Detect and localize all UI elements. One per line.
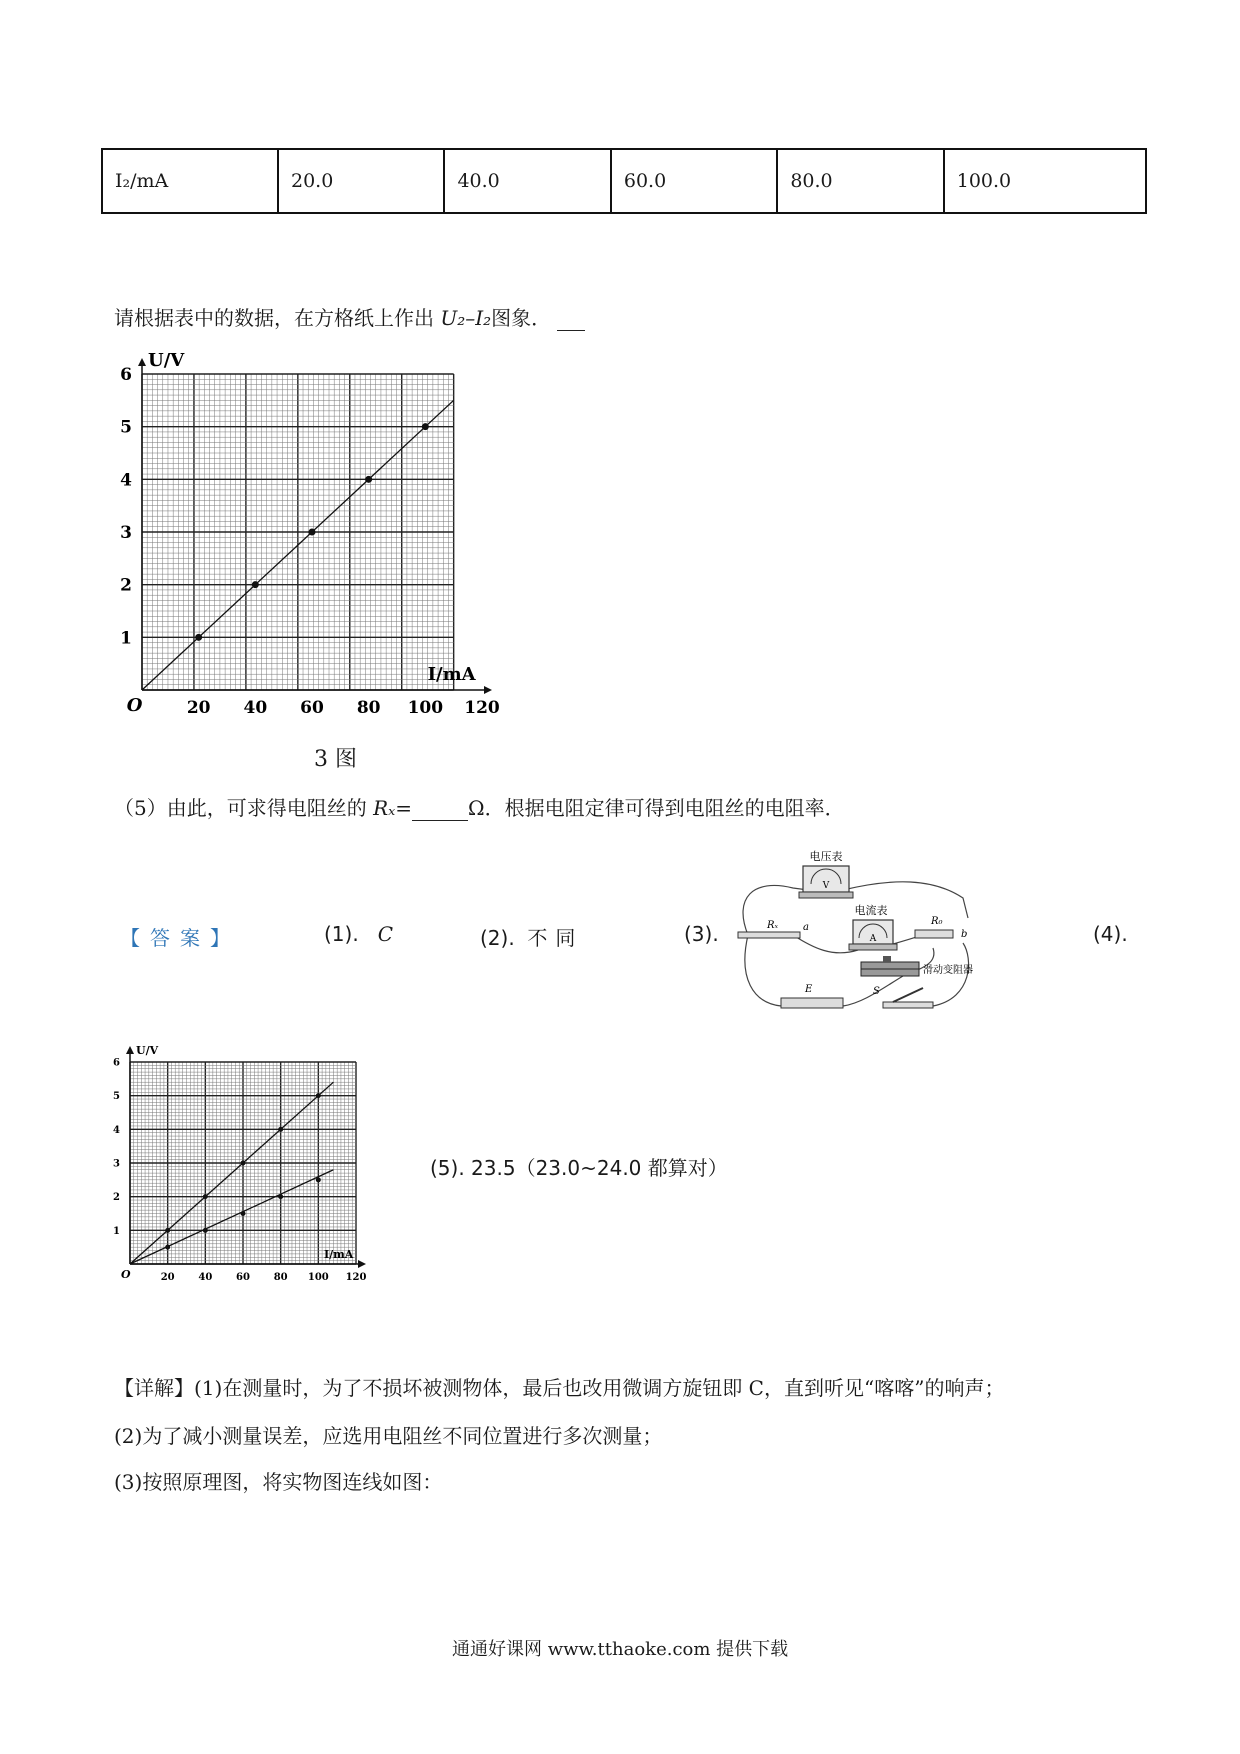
data-point [203, 1228, 208, 1233]
question-5-prefix: （5）由此，可求得电阻丝的 [114, 796, 374, 820]
x-tick-label: 20 [186, 698, 211, 718]
detail-line-1: 【详解】(1)在测量时，为了不损坏被测物体，最后也改用微调方旋钮即 C，直到听见“喀喀”的响声； [114, 1376, 1005, 1400]
battery-label: E [805, 984, 813, 995]
answer-blank [557, 306, 585, 331]
ammeter-label: 电流表 [854, 904, 888, 917]
r0-label: R₀ [931, 916, 943, 927]
x-axis-label: I/mA [427, 663, 476, 685]
table-cell: 60.0 [611, 149, 777, 213]
node-a-label: a [803, 922, 809, 933]
answer-label: 【答案】 [120, 926, 240, 950]
y-tick-label: 5 [113, 1091, 120, 1103]
circuit-diagram [733, 838, 1003, 1018]
x-tick-label: 100 [407, 698, 444, 718]
rheostat-label: 滑动变阻器 [923, 965, 973, 976]
y-tick-label: 4 [120, 470, 132, 491]
x-tick-label: 60 [300, 698, 324, 718]
node-b-label: b [961, 929, 968, 940]
y-axis-label: U/V [136, 1044, 159, 1057]
x-tick-label: 120 [345, 1272, 367, 1283]
data-point [316, 1093, 321, 1098]
table-row-header: I₂/mA [102, 149, 278, 213]
data-point [195, 634, 202, 641]
footer-text: 通通好课网 www.tthaoke.com 提供下载 [452, 1639, 789, 1660]
figure-3-chart [110, 346, 570, 726]
question-5-suffix: Ω．根据电阻定律可得到电阻丝的电阻率． [468, 796, 845, 820]
y-tick-label: 1 [120, 628, 132, 649]
data-point [241, 1211, 246, 1216]
y-tick-label: 6 [120, 364, 132, 385]
rx-resistor [738, 932, 800, 938]
data-point [278, 1194, 283, 1199]
data-point [252, 581, 259, 588]
data-point [316, 1177, 321, 1182]
y-axis-arrow [126, 1046, 134, 1054]
x-tick-label: 20 [160, 1272, 175, 1283]
y-tick-label: 2 [113, 1192, 120, 1204]
question-4-text [114, 302, 585, 331]
x-tick-label: 100 [307, 1272, 329, 1283]
origin-label: O [126, 695, 143, 716]
switch [883, 988, 933, 1008]
answer-3-number: (3). [684, 922, 719, 946]
x-tick-label: 60 [236, 1272, 250, 1283]
data-point [165, 1245, 170, 1250]
detail-line-2: (2)为了减小测量误差，应选用电阻丝不同位置进行多次测量； [114, 1424, 663, 1448]
table-cell: 40.0 [444, 149, 610, 213]
answer-4-number: (4). [1093, 922, 1128, 946]
data-point [365, 476, 372, 483]
x-tick-label: 80 [273, 1272, 288, 1283]
table-cell: 80.0 [777, 149, 943, 213]
answer-2-value: 不同 [527, 926, 584, 950]
y-tick-label: 2 [120, 575, 132, 596]
y-tick-label: 6 [113, 1057, 120, 1069]
question-4-text-b: 图象． [491, 306, 552, 330]
data-point [241, 1161, 246, 1166]
rheostat [861, 956, 919, 976]
question-5-text [114, 792, 845, 821]
answer-5: (5). 23.5（23.0~24.0 都算对） [430, 1156, 728, 1180]
answer-blank [412, 796, 468, 821]
figure-4-chart [110, 1040, 400, 1288]
y-axis-arrow [138, 358, 146, 366]
answer-2-number: (2). [480, 926, 515, 950]
figure-3-caption: 3 图 [314, 747, 357, 772]
x-axis-arrow [358, 1260, 366, 1268]
y-tick-label: 3 [113, 1158, 120, 1170]
y-tick-label: 4 [113, 1124, 120, 1136]
x-tick-label: 40 [198, 1272, 213, 1283]
x-axis-label: I/mA [324, 1248, 354, 1261]
x-tick-label: 80 [356, 698, 381, 718]
question-4-text-a: 请根据表中的数据，在方格纸上作出 [114, 306, 441, 330]
answer-1 [324, 922, 393, 946]
x-tick-label: 40 [243, 698, 268, 718]
data-point [278, 1127, 283, 1132]
question-5-variable: Rₓ= [373, 796, 413, 820]
table-cell: 20.0 [278, 149, 444, 213]
switch-label: S [873, 986, 880, 997]
answer-1-value: C [377, 922, 394, 946]
answer-2 [480, 922, 583, 951]
data-point [165, 1228, 170, 1233]
ammeter-symbol: A [869, 934, 877, 944]
table-cell: 100.0 [944, 149, 1146, 213]
battery [781, 998, 843, 1008]
ammeter [849, 920, 897, 950]
detail-line-3: (3)按照原理图，将实物图连线如图： [114, 1470, 443, 1494]
y-axis-label: U/V [148, 350, 185, 371]
answer-1-number: (1). [324, 922, 359, 946]
y-tick-label: 1 [113, 1225, 120, 1237]
rx-label: Rₓ [767, 920, 779, 931]
origin-label: O [121, 1268, 131, 1281]
question-4-variable: U₂–I₂ [440, 306, 492, 330]
table-row [102, 149, 1146, 213]
voltmeter-symbol: V [822, 881, 830, 891]
r0-resistor [915, 930, 953, 938]
data-table [101, 148, 1147, 214]
voltmeter-label: 电压表 [809, 850, 843, 863]
x-axis-arrow [484, 686, 492, 694]
y-tick-label: 3 [120, 522, 132, 543]
data-point [309, 529, 316, 536]
y-tick-label: 5 [120, 417, 132, 438]
data-point [422, 423, 429, 430]
data-point [203, 1194, 208, 1199]
x-tick-label: 120 [464, 698, 500, 718]
voltmeter [799, 866, 853, 898]
